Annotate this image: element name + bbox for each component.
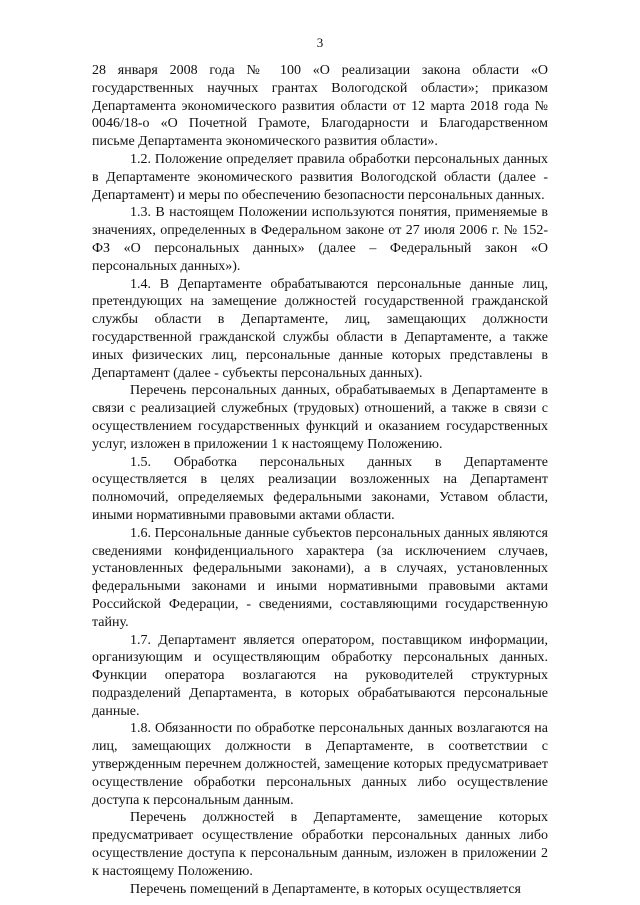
paragraph-positions-list: Перечень должностей в Департаменте, замещение которых предусматривает осуществление обработки персональных данных либо осуществление доступа к персональным данным, изложен в приложении 2 к настоящему Положению. [92, 810, 548, 879]
page-number: 3 [316, 35, 324, 50]
paragraph-1-6: 1.6. Персональные данные субъектов персональных данных являются сведениями конфиденциального характера (за исключением случаев, установленных федеральными законами), а в случаях, установленных федеральными законами и иными нормативными правовыми актами Российской Федерации, - сведениями, составляющими государственную тайну. [92, 525, 548, 630]
paragraph-1-5: 1.5. Обработка персональных данных в Департаменте осуществляется в целях реализации возложенных на Департамент полномочий, определяемых федеральными законами, Уставом области, иными нормативными правовыми актами области. [92, 454, 548, 523]
paragraph-1-4: 1.4. В Департаменте обрабатываются персональные данные лиц, претендующих на замещение должностей государственной гражданской службы области в Департаменте, лиц, замещающих должности государственной гражданской службы области в Департаменте, а также иных физических лиц, персональные данные которых представлены в Департамент (далее - субъекты персональных данных). [92, 276, 548, 381]
paragraph-premises-list: Перечень помещений в Департаменте, в которых осуществляется [130, 881, 521, 897]
document-body [92, 62, 548, 898]
paragraph-legal-references: 28 января 2008 года № 100 «О реализации закона области «О государственных научных грантах Вологодской области»; приказом Департамента экономического развития области от 12 марта 2018 года № 0046/18-о «О Почетной Грамоте, Благодарности и Благодарственном письме Департамента экономического развития области». [92, 63, 548, 150]
paragraph-1-2: 1.2. Положение определяет правила обработки персональных данных в Департаменте экономического развития Вологодской области (далее - Департамент) и меры по обеспечению безопасности персональных данных. [92, 151, 548, 203]
paragraph-1-8: 1.8. Обязанности по обработке персональных данных возлагаются на лиц, замещающих должности в Департаменте, в соответствии с утвержденным перечнем должностей, замещение которых предусматривает осуществление обработки персональных данных либо осуществление доступа к персональным данным. [92, 721, 548, 808]
paragraph-data-list: Перечень персональных данных, обрабатываемых в Департаменте в связи с реализацией служебных (трудовых) отношений, а также в связи с осуществлением государственных функций и оказанием государственных услуг, изложен в приложении 1 к настоящему Положению. [92, 383, 548, 452]
paragraph-1-7: 1.7. Департамент является оператором, поставщиком информации, организующим и осуществляющим обработку персональных данных. Функции оператора возлагаются на руководителей структурных подразделений Департамента, в которых обрабатываются персональные данные. [92, 632, 548, 719]
paragraph-1-3: 1.3. В настоящем Положении используются понятия, применяемые в значениях, определенных в Федеральном законе от 27 июля 2006 г. № 152-ФЗ «О персональных данных» (далее – Федеральный закон «О персональных данных»). [92, 205, 548, 274]
